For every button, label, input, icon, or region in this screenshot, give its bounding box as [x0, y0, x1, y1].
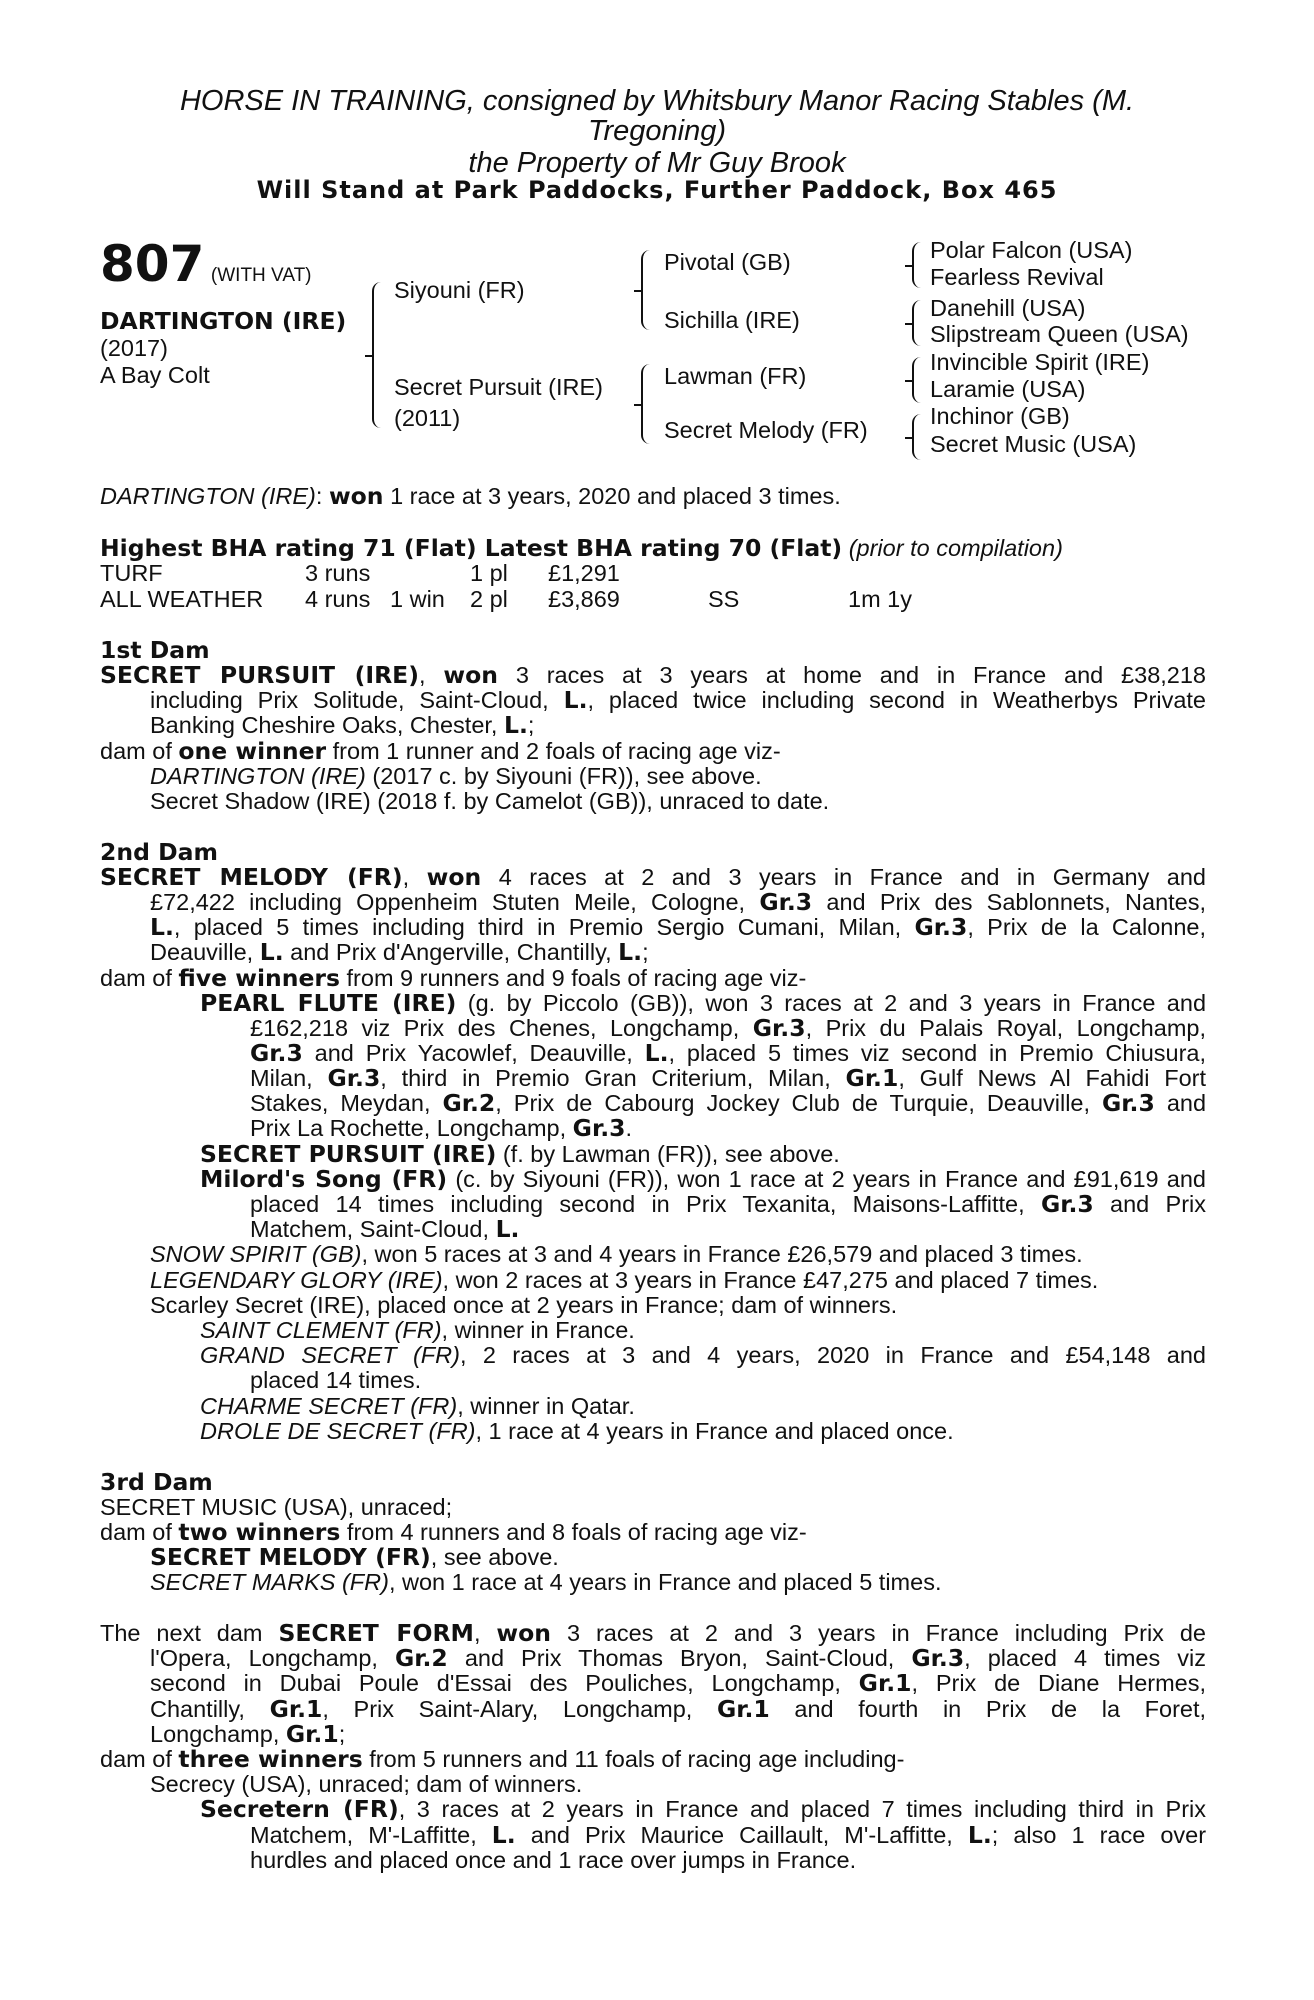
property-line: the Property of Mr Guy Brook	[468, 147, 846, 179]
dam-year: (2011)	[394, 405, 461, 431]
third-dam-line: SECRET MUSIC (USA), unraced;	[100, 1494, 453, 1520]
second-dam-line: Deauville, L. and Prix d'Angerville, Chantilly, L.;	[150, 938, 649, 966]
progeny-entry: Milan, Gr.3, third in Premio Gran Criterium, Milan, Gr.1, Gulf News Al Fahidi Fort	[250, 1064, 1207, 1092]
first-dam-line: Secret Shadow (IRE) (2018 f. by Camelot (GB)), unraced to date.	[150, 788, 830, 814]
next-dam-line: Secrecy (USA), unraced; dam of winners.	[150, 1771, 583, 1797]
progeny-entry: £162,218 viz Prix des Chenes, Longchamp, Gr.3, Prix du Palais Royal, Longchamp,	[250, 1014, 1206, 1042]
third-dam-line: SECRET MELODY (FR), see above.	[150, 1543, 559, 1571]
pedigree-brace-dd	[912, 414, 922, 460]
next-dam-line: Secretern (FR), 3 races at 2 years in France and placed 7 times including third in Prix	[200, 1795, 1206, 1823]
sire-dam-dam: Slipstream Queen (USA)	[930, 321, 1189, 347]
next-dam-line: dam of three winners from 5 runners and 11 foals of racing age including-	[100, 1745, 905, 1773]
first-dam-line: dam of one winner from 1 runner and 2 foals of racing age viz-	[100, 737, 781, 765]
next-dam-line: Longchamp, Gr.1;	[150, 1720, 346, 1748]
next-dam-line: second in Dubai Poule d'Essai des Pouliches, Longchamp, Gr.1, Prix de Diane Hermes,	[150, 1669, 1207, 1697]
third-dam-heading: 3rd Dam	[100, 1468, 213, 1496]
grand-progeny-entry: placed 14 times.	[250, 1367, 422, 1393]
grand-progeny-entry: CHARME SECRET (FR), winner in Qatar.	[200, 1393, 635, 1419]
sire-sire-dam: Fearless Revival	[930, 264, 1104, 290]
horse-description: A Bay Colt	[100, 362, 210, 388]
sire-sire-sire: Polar Falcon (USA)	[930, 237, 1133, 263]
catalogue-page: HORSE IN TRAINING, consigned by Whitsbury Manor Racing Stables (M. Tregoning) the Property of Mr Guy Brook Will Stand at Park Paddocks, Further Paddock, Box 465 807 (WITH VAT) DARTINGTON (IRE) (2017) A Bay Colt Siyouni (FR) Secret Pursuit (IRE) (2011) Pivotal (GB) Sichilla (IRE) Lawman (FR) Secret Melody (FR) Polar Falcon (USA) Fearless Revival Danehill (USA) Slipstream Queen (USA) Invincible Spirit (IRE) Laramie (USA) Inchinor (GB) Secret Music (USA) DARTINGTON (IRE): won 1 race at 3 years, 2020 and placed 3 times. Highest BHA rating 71 (Flat) Latest BHA rating 70 (Flat) (prior to compilation) TURF 3 runs 1 pl £1,291 ALL WEATHER 4 runs 1 win 2 pl £3,869 SS 1m 1y 1st Dam SECRET PURSUIT (IRE), won 3 races at 3 years at home and in France and £38,218 including Prix Solitude, Saint-Cloud, L., placed twice including second in Weatherbys Private Banking Cheshire Oaks, Chester, L.; dam of one winner from 1 runner and 2 foals of racing age viz- DARTINGTON (IRE) (2017 c. by Siyouni (FR)), see above. Secret Shadow (IRE) (2018 f. by Camelot (GB)), unraced to date. 2nd Dam SECRET MELODY (FR), won 4 races at 2 and 3 years in France and in Germany and £72,422 including Oppenheim Stuten Meile, Cologne, Gr.3 and Prix des Sablonnets, Nantes, L., placed 5 times including third in Premio Sergio Cumani, Milan, Gr.3, Prix de la Calonne, Deauville, L. and Prix d'Angerville, Chantilly, L.; dam of five winners from 9 runners and 9 foals of racing age viz- PEARL FLUTE (IRE) (g. by Piccolo (GB)), won 3 races at 2 and 3 years in France and £162,218 viz Prix des Chenes, Longchamp, Gr.3, Prix du Palais Royal, Longchamp, Gr.3 and Prix Yacowlef, Deauville, L., placed 5 times viz second in Premio Chiusura, Milan, Gr.3, third in Premio Gran Criterium, Milan, Gr.1, Gulf News Al Fahidi Fort Stakes, Meydan, Gr.2, Prix de Cabourg Jockey Club de Turquie, Deauville, Gr.3 and Prix La Rochette, Longchamp, Gr.3. SECRET PURSUIT (IRE) (f. by Lawman (FR)), see above. Milord's Song (FR) (c. by Siyouni (FR)), won 1 race at 2 years in France and £91,619 and placed 14 times including second in Prix Texanita, Maisons-Laffitte, Gr.3 and Prix Matchem, Saint-Cloud, L. SNOW SPIRIT (GB), won 5 races at 3 and 4 years in France £26,579 and placed 3 times. LEGENDARY GLORY (IRE), won 2 races at 3 years in France £47,275 and placed 7 times. Scarley Secret (IRE), placed once at 2 years in France; dam of winners. SAINT CLEMENT (FR), winner in France. GRAND SECRET (FR), 2 races at 3 and 4 years, 2020 in France and £54,148 and placed 14 times. CHARME SECRET (FR), winner in Qatar. DROLE DE SECRET (FR), 1 race at 4 years in France and placed once. 3rd Dam SECRET MUSIC (USA), unraced; dam of two winners from 4 runners and 8 foals of racing age viz- SECRET MELODY (FR), see above. SECRET MARKS (FR), won 1 race at 4 years in France and placed 5 times. The next dam SECRET FORM, won 3 races at 2 and 3 years in France including Prix de l'Opera, Longchamp, Gr.2 and Prix Thomas Bryon, Saint-Cloud, Gr.3, placed 4 times viz second in Dubai Poule d'Essai des Pouliches, Longchamp, Gr.1, Prix de Diane Hermes, Chantilly, Gr.1, Prix Saint-Alary, Longchamp, Gr.1 and fourth in Prix de la Foret, Longchamp, Gr.1; dam of three winners from 5 runners and 11 foals of racing age including- Secrecy (USA), unraced; dam of winners. Secretern (FR), 3 races at 2 years in France and placed 7 times including third in Prix Matchem, M'-Laffitte, L. and Prix Maurice Caillault, M'-Laffitte, L.; also 1 race over hurdles and placed once and 1 race over jumps in France.	[0, 0, 1314, 2000]
dam-sire-dam: Laramie (USA)	[930, 376, 1086, 402]
first-dam-line: Banking Cheshire Oaks, Chester, L.;	[150, 711, 535, 739]
next-dam-line: The next dam SECRET FORM, won 3 races at 2 and 3 years in France including Prix de	[100, 1619, 1206, 1647]
first-dam-line: DARTINGTON (IRE) (2017 c. by Siyouni (FR)), see above.	[150, 763, 762, 789]
grand-progeny-entry: GRAND SECRET (FR), 2 races at 3 and 4 years, 2020 in France and £54,148 and	[200, 1342, 1206, 1368]
dam-dam-sire: Inchinor (GB)	[930, 403, 1070, 429]
next-dam-line: Matchem, M'-Laffitte, L. and Prix Maurice Caillault, M'-Laffitte, L.; also 1 race over	[250, 1821, 1207, 1849]
third-dam-line: SECRET MARKS (FR), won 1 race at 4 years in France and placed 5 times.	[150, 1569, 942, 1595]
vat-label: (WITH VAT)	[210, 265, 312, 286]
second-dam-line: £72,422 including Oppenheim Stuten Meile, Cologne, Gr.3 and Prix des Sablonnets, Nantes,	[150, 888, 1207, 916]
progeny-entry: PEARL FLUTE (IRE) (g. by Piccolo (GB)), won 3 races at 2 and 3 years in France and	[200, 989, 1207, 1017]
horse-name: DARTINGTON (IRE)	[100, 307, 347, 335]
lot-number: 807	[100, 235, 205, 293]
race-summary: DARTINGTON (IRE): won 1 race at 3 years, 2020 and placed 3 times.	[100, 482, 841, 510]
grand-progeny-entry: SAINT CLEMENT (FR), winner in France.	[200, 1317, 635, 1343]
sire-sire: Pivotal (GB)	[664, 249, 791, 275]
dam-sire-sire: Invincible Spirit (IRE)	[930, 349, 1150, 375]
progeny-entry: Matchem, Saint-Cloud, L.	[250, 1215, 520, 1243]
next-dam-line: hurdles and placed once and 1 race over jumps in France.	[250, 1847, 857, 1873]
sire: Siyouni (FR)	[394, 277, 525, 303]
first-dam-line: including Prix Solitude, Saint-Cloud, L., placed twice including second in Weatherbys Private	[150, 686, 1207, 714]
lot-heading	[100, 235, 312, 293]
sire-dam-sire: Danehill (USA)	[930, 295, 1086, 321]
dam: Secret Pursuit (IRE)	[394, 374, 603, 400]
pedigree-brace-main	[372, 282, 384, 428]
progeny-entry: SNOW SPIRIT (GB), won 5 races at 3 and 4 years in France £26,579 and placed 3 times.	[150, 1241, 1083, 1267]
pedigree-brace-ss	[912, 242, 922, 288]
next-dam-line: l'Opera, Longchamp, Gr.2 and Prix Thomas Bryon, Saint-Cloud, Gr.3, placed 4 times viz	[150, 1644, 1207, 1672]
pedigree-brace-dam	[641, 364, 653, 444]
consignor-line: HORSE IN TRAINING, consigned by Whitsbury Manor Racing Stables (M.	[179, 85, 1135, 117]
progeny-entry: SECRET PURSUIT (IRE) (f. by Lawman (FR)), see above.	[200, 1140, 840, 1168]
grand-progeny-entry: DROLE DE SECRET (FR), 1 race at 4 years in France and placed once.	[200, 1418, 954, 1444]
progeny-entry: LEGENDARY GLORY (IRE), won 2 races at 3 years in France £47,275 and placed 7 times.	[150, 1267, 1099, 1293]
progeny-entry: placed 14 times including second in Prix Texanita, Maisons-Laffitte, Gr.3 and Prix	[250, 1190, 1207, 1218]
progeny-entry: Milord's Song (FR) (c. by Siyouni (FR)), won 1 race at 2 years in France and £91,619 and	[200, 1165, 1207, 1193]
sire-dam: Sichilla (IRE)	[664, 307, 800, 333]
pedigree-brace-sd	[912, 300, 922, 346]
second-dam-line: SECRET MELODY (FR), won 4 races at 2 and 3 years in France and in Germany and	[100, 863, 1207, 891]
rating-line: Highest BHA rating 71 (Flat) Latest BHA rating 70 (Flat) (prior to compilation)	[100, 534, 1063, 562]
progeny-entry: Stakes, Meydan, Gr.2, Prix de Cabourg Jockey Club de Turquie, Deauville, Gr.3 and	[250, 1089, 1207, 1117]
dam-dam-dam: Secret Music (USA)	[930, 431, 1137, 457]
first-dam-heading: 1st Dam	[100, 636, 210, 664]
second-dam-heading: 2nd Dam	[100, 838, 218, 866]
first-dam-line: SECRET PURSUIT (IRE), won 3 races at 3 years at home and in France and £38,218	[100, 661, 1207, 689]
stand-line: Will Stand at Park Paddocks, Further Paddock, Box 465	[256, 176, 1058, 204]
second-dam-line: dam of five winners from 9 runners and 9 foals of racing age viz-	[100, 964, 807, 992]
foaling-year: (2017)	[100, 335, 168, 361]
next-dam-line: Chantilly, Gr.1, Prix Saint-Alary, Longchamp, Gr.1 and fourth in Prix de la Foret,	[150, 1695, 1207, 1723]
progeny-entry: Prix La Rochette, Longchamp, Gr.3.	[250, 1114, 633, 1142]
dam-dam: Secret Melody (FR)	[664, 417, 868, 443]
second-dam-line: L., placed 5 times including third in Premio Sergio Cumani, Milan, Gr.3, Prix de la Calonne,	[150, 913, 1206, 941]
consignor-line-2: Tregoning)	[587, 115, 727, 147]
progeny-entry: Scarley Secret (IRE), placed once at 2 years in France; dam of winners.	[150, 1292, 898, 1318]
progeny-entry: Gr.3 and Prix Yacowlef, Deauville, L., placed 5 times viz second in Premio Chiusura,	[250, 1039, 1207, 1067]
pedigree-brace-ds	[912, 357, 922, 403]
third-dam-line: dam of two winners from 4 runners and 8 foals of racing age viz-	[100, 1518, 807, 1546]
dam-sire: Lawman (FR)	[664, 363, 807, 389]
pedigree-brace-sire	[641, 250, 653, 330]
